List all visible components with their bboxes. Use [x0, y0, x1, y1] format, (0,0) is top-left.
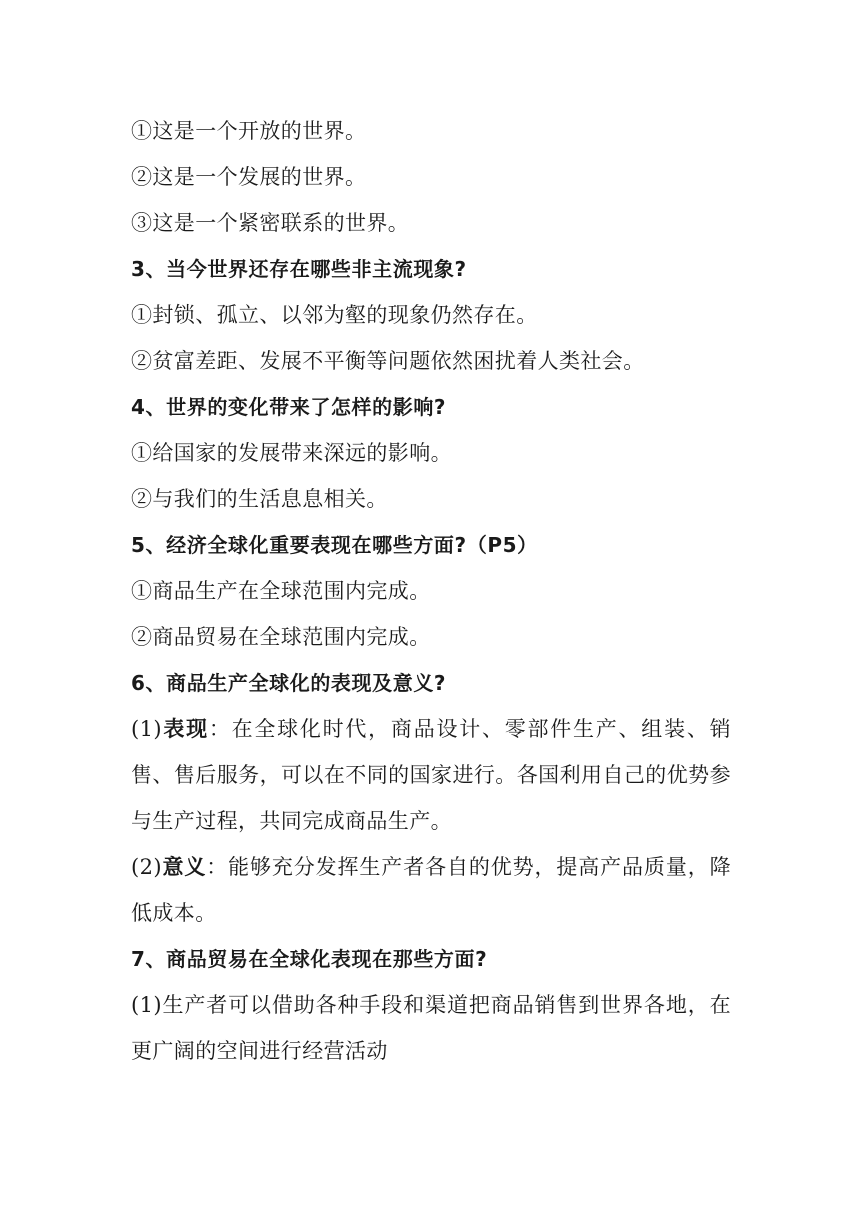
question-heading: 6、商品生产全球化的表现及意义?	[131, 671, 447, 695]
item-text: 生产者可以借助各种手段和渠道把商品销售到世界各地，在更广阔的空间进行经营活动	[131, 993, 731, 1063]
question-heading: 4、世界的变化带来了怎样的影响?	[131, 395, 447, 419]
item-label: 表现	[161, 717, 209, 741]
question-heading: 5、经济全球化重要表现在哪些方面?（P5）	[131, 533, 538, 557]
text-line: ③这是一个紧密联系的世界。	[131, 211, 410, 235]
question-heading: 7、商品贸易在全球化表现在那些方面?	[131, 947, 488, 971]
text-line: ①给国家的发展带来深远的影响。	[131, 441, 452, 465]
text-line: ②贫富差距、发展不平衡等问题依然困扰着人类社会。	[131, 349, 645, 373]
answer-paragraph	[131, 706, 731, 844]
document-page	[131, 108, 731, 1074]
text-line: ②与我们的生活息息相关。	[131, 487, 388, 511]
text-line: ①封锁、孤立、以邻为壑的现象仍然存在。	[131, 303, 538, 327]
item-text: ：在全球化时代，商品设计、零部件生产、组装、销售、售后服务，可以在不同的国家进行。各国利用自己的优势参与生产过程，共同完成商品生产。	[131, 717, 731, 833]
answer-paragraph	[131, 844, 731, 936]
text-line: ①这是一个开放的世界。	[131, 119, 367, 143]
item-number: (2)	[131, 855, 162, 879]
item-number: (1)	[131, 717, 162, 741]
text-line: ②商品贸易在全球范围内完成。	[131, 625, 431, 649]
text-line: ②这是一个发展的世界。	[131, 165, 367, 189]
item-label: 意义	[161, 855, 207, 879]
text-line: ①商品生产在全球范围内完成。	[131, 579, 431, 603]
item-number: (1)	[131, 993, 162, 1017]
item-text: ：能够充分发挥生产者各自的优势，提高产品质量，降低成本。	[131, 855, 731, 925]
answer-paragraph	[131, 982, 731, 1074]
question-heading: 3、当今世界还存在哪些非主流现象?	[131, 257, 467, 281]
